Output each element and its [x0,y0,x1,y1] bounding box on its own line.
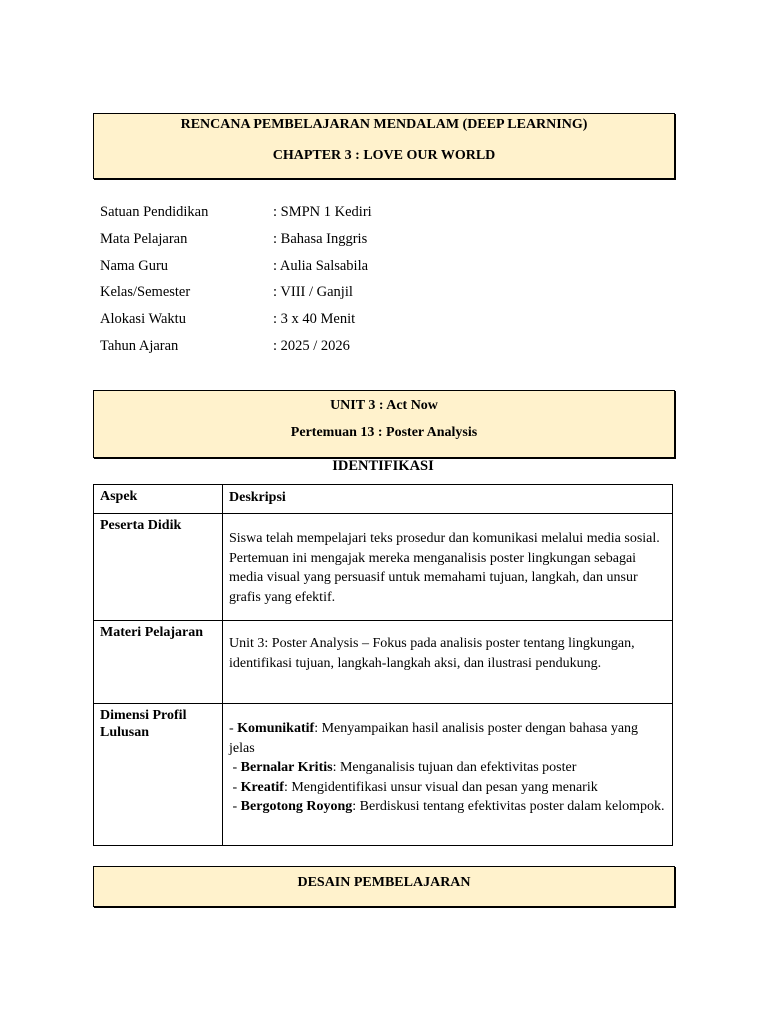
info-row [100,258,520,285]
identifikasi-title: IDENTIFIKASI [332,458,434,474]
profile-term: Bergotong Royong [240,799,353,814]
profile-item: - Bergotong Royong: Berdiskusi tentang efektivitas poster dalam kelompok. [229,799,665,814]
desain-header [93,866,675,907]
profile-term: Kreatif [240,779,284,795]
aspek-cell: Materi Pelajaran [94,621,223,704]
info-value: : Bahasa Inggris [273,230,368,247]
info-label: Nama Guru [100,257,169,274]
deskripsi-text: Siswa telah mempelajari teks prosedur dan komunikasi melalui media sosial. Pertemuan ini mengajak mereka menganalisis poster lingkungan sebagai media visual yang persuasif untuk memahami tujuan, langkah, dan unsur grafis yang efektif. [229,531,660,605]
profile-item: - Komunikatif: Menyampaikan hasil analisis poster dengan bahasa yang jelas [229,721,639,756]
info-row [100,311,520,338]
info-value: : 2025 / 2026 [273,337,350,354]
deskripsi-cell [223,704,673,846]
info-row [100,231,520,258]
table-header-row [94,485,673,514]
profile-list [229,719,666,817]
info-value: : VIII / Ganjil [273,284,353,301]
deskripsi-text: Unit 3: Poster Analysis – Fokus pada analisis poster tentang lingkungan, identifikasi tujuan, langkah-langkah aksi, dan ilustrasi pendukung. [229,636,635,671]
aspek-cell: Dimensi Profil Lulusan [94,704,223,846]
column-header-deskripsi: Deskripsi [223,485,673,514]
info-row [100,204,520,231]
document-title: RENCANA PEMBELAJARAN MENDALAM (DEEP LEARNING) [180,117,588,132]
info-value: : SMPN 1 Kediri [273,204,372,220]
identifikasi-table [93,484,673,846]
table-row [94,514,673,621]
column-header-aspek: Aspek [94,485,223,514]
deskripsi-cell [223,621,673,704]
table-row [94,704,673,846]
info-list [100,204,520,365]
table-row [94,621,673,704]
info-row [100,338,520,365]
info-row [100,284,520,311]
deskripsi-cell [223,514,673,621]
meeting-title: Pertemuan 13 : Poster Analysis [290,425,478,440]
unit-title: UNIT 3 : Act Now [330,398,438,413]
profile-item: - Kreatif: Mengidentifikasi unsur visual dan pesan yang menarik [229,779,598,795]
profile-term: Bernalar Kritis [240,760,333,775]
info-value: : Aulia Salsabila [273,257,369,274]
profile-item: - Bernalar Kritis: Menganalisis tujuan dan efektivitas poster [229,760,577,775]
chapter-title: CHAPTER 3 : LOVE OUR WORLD [272,148,496,163]
info-label: Alokasi Waktu [100,311,186,328]
unit-header [93,390,675,458]
info-label: Tahun Ajaran [100,337,179,354]
info-label: Satuan Pendidikan [100,204,209,220]
profile-term: Komunikatif [237,721,315,736]
desain-title: DESAIN PEMBELAJARAN [297,875,471,890]
document-header [93,113,675,179]
aspek-cell: Peserta Didik [94,514,223,621]
info-label: Kelas/Semester [100,284,191,301]
info-label: Mata Pelajaran [100,230,188,247]
info-value: : 3 x 40 Menit [273,311,356,328]
